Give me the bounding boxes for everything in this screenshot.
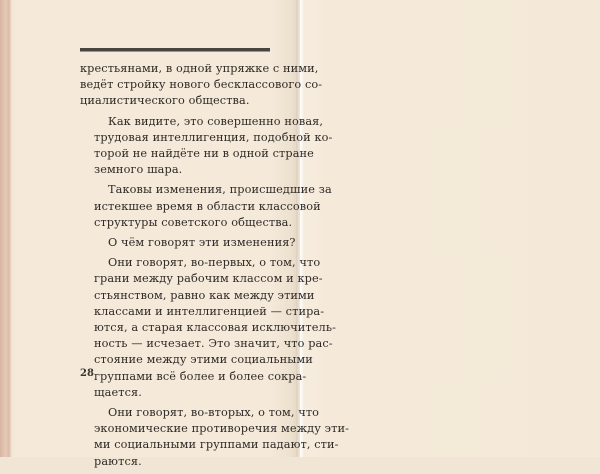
text-line: стояние между этими социальными (94, 353, 313, 367)
paragraph (80, 235, 296, 251)
text-line: Таковы изменения, происшедшие за (108, 183, 332, 197)
text-line: группами всё более и более сокра- (94, 369, 307, 383)
text-line: щается. (94, 385, 142, 399)
text-line: истекшее время в области классовой (94, 199, 321, 213)
right-page (300, 0, 600, 457)
text-line: О чём говорят эти изменения? (108, 236, 296, 250)
text-line: структуры советского общества. (94, 215, 293, 229)
text-line: циалистического общества. (80, 94, 250, 108)
paragraph (80, 61, 323, 110)
text-line: стьянством, равно как между этими (94, 288, 315, 302)
text-line: Они говорят, во-первых, о том, что (108, 256, 321, 270)
text-line: трудовая интеллигенция, подобной ко- (94, 130, 333, 144)
text-line: ми социальными группами падают, сти- (94, 438, 339, 452)
body-text (80, 61, 350, 474)
text-line: раются. (94, 454, 142, 468)
text-line: экономические противоречия между эти- (94, 422, 350, 436)
header-rule (80, 48, 270, 52)
paragraph (80, 182, 332, 231)
paragraph (80, 114, 333, 179)
text-line: земного шара. (94, 163, 183, 177)
paragraph (80, 405, 350, 470)
text-line: ность — исчезает. Это значит, что рас- (94, 337, 333, 351)
page-number: 28 (80, 368, 94, 379)
text-line: грани между рабочим классом и кре- (94, 272, 323, 286)
text-line: ведёт стройку нового бесклассового со- (80, 78, 323, 92)
text-line: крестьянами, в одной упряжке с ними, (80, 62, 319, 75)
paragraph (80, 255, 336, 401)
text-line: Как видите, это совершенно новая, (108, 114, 324, 128)
text-line: Они говорят, во-вторых, о том, что (108, 406, 320, 420)
text-line: классами и интеллигенцией — стира- (94, 304, 325, 318)
text-line: торой не найдёте ни в одной стране (94, 147, 314, 161)
text-line: ются, а старая классовая исключитель- (94, 321, 336, 335)
